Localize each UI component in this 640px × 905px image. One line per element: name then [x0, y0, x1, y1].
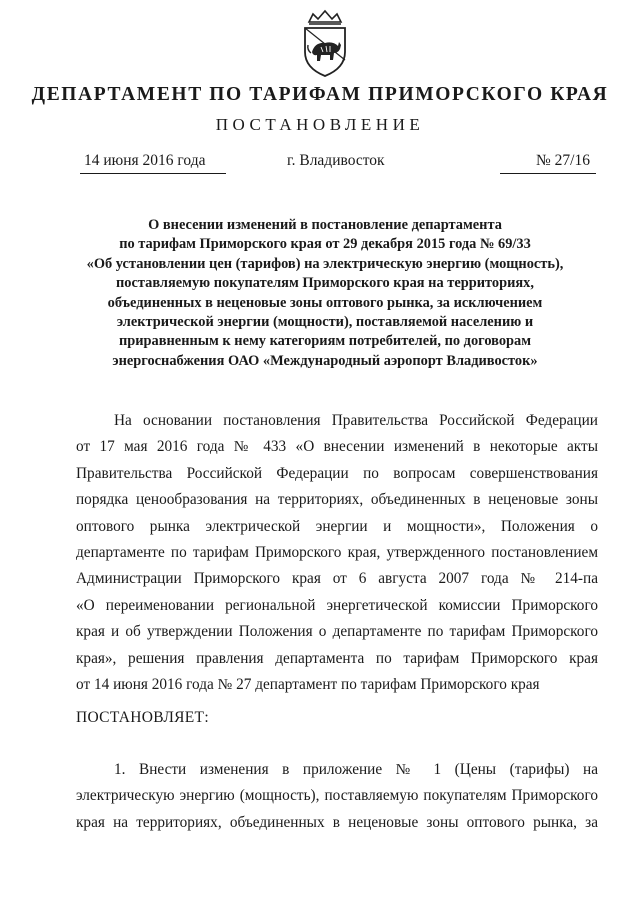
document-type: ПОСТАНОВЛЕНИЕ — [215, 115, 425, 134]
document-date: 14 июня 2016 года — [84, 152, 206, 169]
subject-line: поставляемую покупателям Приморского края на территориях, — [116, 275, 534, 292]
subject-line: «Об установлении цен (тарифов) на электрическую энергию (мощность), — [86, 255, 564, 272]
item-1-paragraph — [76, 757, 598, 836]
document-number: № 27/16 — [536, 152, 590, 169]
subject-line: электрической энергии (мощности), поставляемой населению и — [116, 314, 534, 331]
preamble-line: края», решения правления департамента по тарифам Приморского края — [76, 649, 598, 667]
date-underline — [80, 173, 226, 174]
preamble-line: порядка ценообразования на территориях, объединенных в неценовые зоны — [76, 491, 598, 509]
preamble-line: На основании постановления Правительства Российской Федерации — [114, 412, 598, 429]
subject-line: приравненным к нему категориям потребителей, по договорам — [118, 333, 532, 350]
number-underline — [500, 173, 596, 174]
item-line: 1. Внести изменения в приложение № 1 (Цены (тарифы) на — [114, 761, 598, 778]
preamble-line: края и об утверждении Положения о департаменте по тарифам Приморского — [76, 623, 598, 641]
document-city: г. Владивосток — [287, 152, 385, 169]
item-line: края на территориях, объединенных в неценовые зоны оптового рынка, за — [76, 813, 598, 831]
preamble-line: от 17 мая 2016 года № 433 «О внесении изменений в некоторые акты — [76, 438, 598, 456]
subject-line: объединенных в неценовые зоны оптового рынка, за исключением — [107, 294, 543, 311]
preamble-line: Правительства Российской Федерации по вопросам совершенствования — [76, 464, 598, 482]
preamble-line: «О переименовании региональной энергетической комиссии Приморского — [76, 596, 598, 614]
preamble-line: департаменте по тарифам Приморского края, утвержденного постановлением — [76, 544, 598, 562]
preamble-line: от 14 июня 2016 года № 27 департамент по тарифам Приморского края — [76, 676, 540, 694]
document-subject — [70, 216, 580, 371]
department-title: ДЕПАРТАМЕНТ ПО ТАРИФАМ ПРИМОРСКОГО КРАЯ — [31, 84, 609, 105]
item-line: электрическую энергию (мощность), поставляемую покупателям Приморского — [76, 787, 598, 805]
resolves-heading: ПОСТАНОВЛЯЕТ: — [76, 709, 209, 726]
subject-line: по тарифам Приморского края от 29 декабря 2015 года № 69/33 — [119, 236, 531, 253]
preamble-line: оптового рынка электрической энергии и мощности», Положения о — [76, 517, 598, 535]
subject-line: О внесении изменений в постановление департамента — [148, 217, 502, 233]
subject-line: энергоснабжения ОАО «Международный аэропорт Владивосток» — [112, 352, 538, 369]
primorsky-coat-of-arms-icon — [295, 8, 355, 80]
preamble-line: Администрации Приморского края от 6 августа 2007 года № 214-па — [76, 570, 598, 588]
preamble-paragraph — [76, 408, 598, 698]
